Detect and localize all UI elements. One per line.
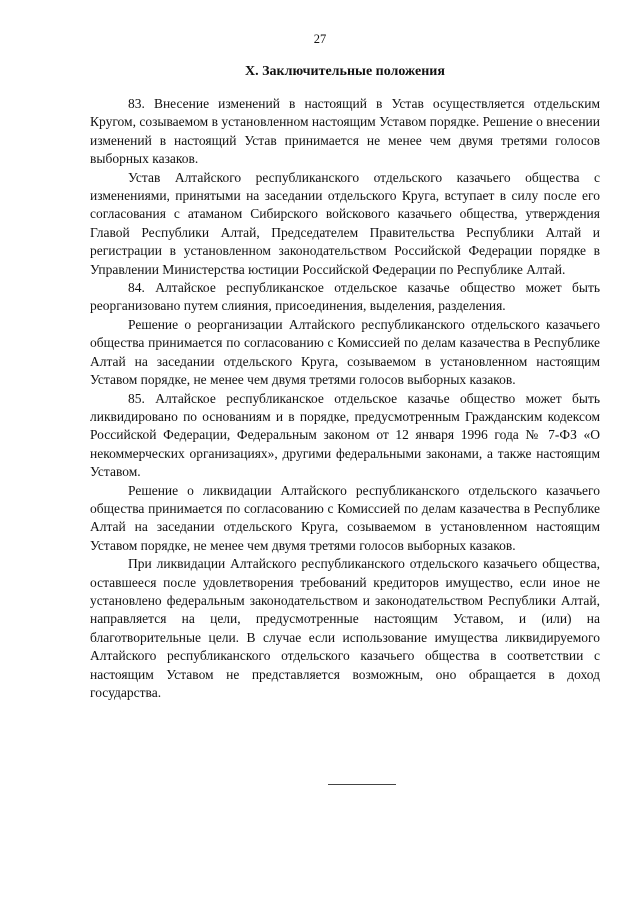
paragraph-charter-entry-into-force: Устав Алтайского республиканского отдельского казачьего общества с изменениями, принятыми на заседании отдельского Круга, вступает в силу после его согласования с атаманом Сибирского войскового казачьего общества, утверждения Главой Республики Алтай, Председателем Правительства Республики Алтай и регистрации в установленном законодательством Российской Федерации порядке в Управлении Министерства юстиции Российской Федерации по Республике Алтай. [90, 169, 600, 277]
paragraph-liquidation-decision: Решение о ликвидации Алтайского республиканского отдельского казачьего общества принимается по согласованию с Комиссией по делам казачества в Республике Алтай на заседании отдельского Круга, созываемом в установленном настоящим Уставом порядке, не менее чем двумя третями голосов выборных казаков. [90, 482, 600, 553]
section-title: X. Заключительные положения [245, 64, 445, 79]
body-text [90, 95, 600, 702]
paragraph-reorganization-decision: Решение о реорганизации Алтайского республиканского отдельского казачьего общества принимается по согласованию с Комиссией по делам казачества в Республике Алтай на заседании отдельского Круга, созываемом в установленном настоящим Уставом порядке, не менее чем двумя третями голосов выборных казаков. [90, 316, 600, 388]
paragraph-84: 84. Алтайское республиканское отдельское казачье общество может быть реорганизовано путем слияния, присоединения, выделения, разделения. [90, 280, 600, 314]
footer-divider [328, 784, 396, 785]
paragraph-83: 83. Внесение изменений в настоящий в Устав осуществляется отдельским Кругом, созываемом в установленном настоящим Уставом порядке. Решение о внесении изменений в настоящий Устав принимается не менее чем двумя третями голосов выборных казаков. [90, 96, 600, 167]
page-number: 27 [313, 32, 327, 46]
paragraph-liquidation-property: При ликвидации Алтайского республиканского отдельского казачьего общества, оставшееся после удовлетворения требований кредиторов имущество, если иное не установлено федеральным законодательством и законодательством Республики Алтай, направляется на цели, предусмотренные настоящим Уставом, и (или) на благотворительные цели. В случае если использование имущества ликвидируемого Алтайского республиканского отдельского казачьего общества в соответствии с настоящим Уставом не представляется возможным, оно обращается в доход государства. [90, 556, 600, 700]
paragraph-85: 85. Алтайское республиканское отдельское казачье общество может быть ликвидировано по основаниям и в порядке, предусмотренным Гражданским кодексом Российской Федерации, Федеральным законом от 12 января 1996 года № 7-ФЗ «О некоммерческих организациях», другими федеральными законами, а также настоящим Уставом. [90, 390, 600, 480]
